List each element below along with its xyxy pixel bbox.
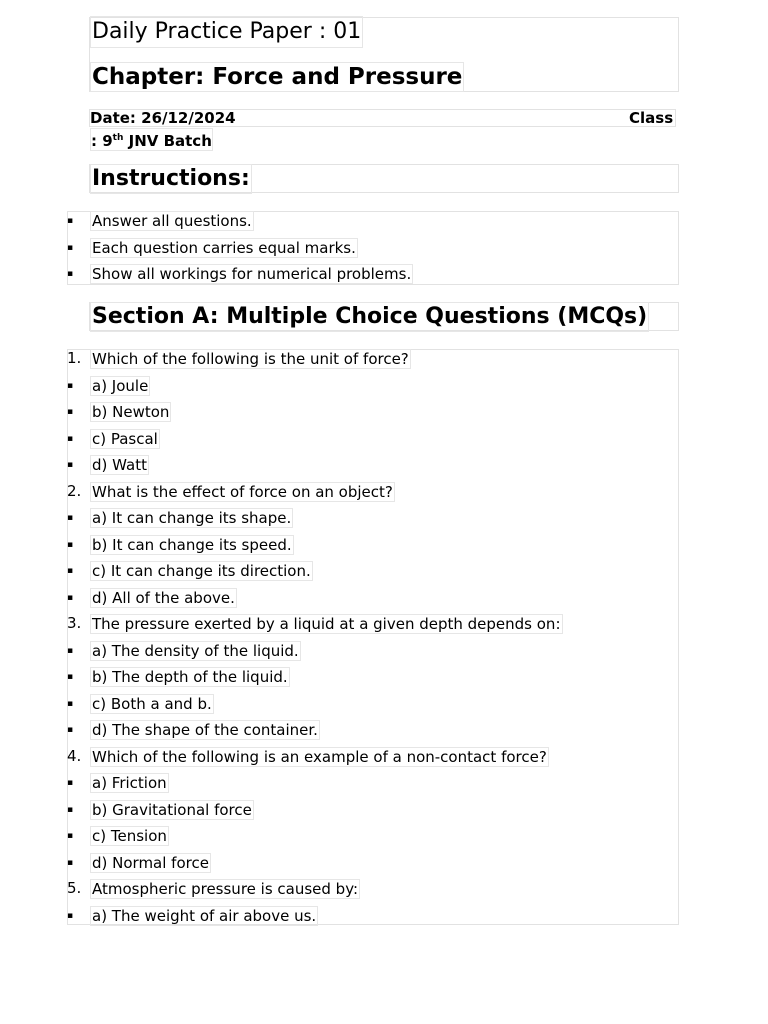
option-item-text: c) It can change its direction. bbox=[92, 562, 311, 580]
option-item-text: b) Newton bbox=[92, 403, 170, 421]
bullet-icon: ▪ bbox=[67, 269, 74, 280]
batch-label bbox=[90, 128, 213, 151]
instruction-item-text: Each question carries equal marks. bbox=[92, 238, 356, 257]
bullet-icon: ▪ bbox=[67, 380, 74, 391]
bullet-icon: ▪ bbox=[67, 725, 74, 735]
bullet-icon: ▪ bbox=[67, 778, 74, 788]
question-number: 2. bbox=[67, 481, 82, 500]
option-item-text: c) Both a and b. bbox=[92, 694, 212, 713]
question-item-text: The pressure exerted by a liquid at a given depth depends on: bbox=[92, 615, 561, 633]
bullet-icon: ▪ bbox=[67, 645, 74, 656]
option-item-text: b) It can change its speed. bbox=[92, 535, 292, 554]
option-item-text: d) All of the above. bbox=[92, 588, 235, 607]
batch-suffix-ordinal: th bbox=[112, 133, 124, 143]
bullet-icon: ▪ bbox=[67, 672, 74, 682]
option-item-text: d) Normal force bbox=[92, 853, 209, 872]
option-item-text: d) The shape of the container. bbox=[92, 721, 318, 739]
option-item-text: a) The weight of air above us. bbox=[92, 906, 317, 925]
bullet-icon: ▪ bbox=[67, 242, 74, 253]
bullet-icon: ▪ bbox=[67, 216, 74, 226]
option-item-text: a) Joule bbox=[92, 376, 149, 395]
paper-title: Daily Practice Paper : 01 bbox=[90, 16, 363, 48]
bullet-icon: ▪ bbox=[67, 513, 74, 523]
option-item-text: c) Pascal bbox=[92, 429, 158, 448]
bullet-icon: ▪ bbox=[67, 539, 74, 550]
batch-prefix: : 9 bbox=[91, 132, 113, 150]
option-item-text: d) Watt bbox=[92, 456, 147, 474]
question-number: 1. bbox=[67, 349, 82, 367]
instruction-item-text: Show all workings for numerical problems. bbox=[92, 265, 412, 284]
question-number: 4. bbox=[67, 746, 82, 765]
question-item-text: Which of the following is the unit of force? bbox=[92, 350, 409, 368]
option-item-text: c) Tension bbox=[92, 827, 167, 845]
batch-name: JNV Batch bbox=[123, 132, 212, 150]
question-item-text: Atmospheric pressure is caused by: bbox=[92, 880, 359, 898]
bullet-icon: ▪ bbox=[67, 407, 74, 417]
option-item-text: b) Gravitational force bbox=[92, 800, 252, 819]
bullet-icon: ▪ bbox=[67, 566, 74, 576]
question-number: 3. bbox=[67, 614, 82, 632]
bullet-icon: ▪ bbox=[67, 831, 74, 841]
option-item-text: a) Friction bbox=[92, 774, 167, 792]
question-item-text: What is the effect of force on an object? bbox=[92, 482, 393, 501]
instruction-item-text: Answer all questions. bbox=[92, 212, 252, 230]
bullet-icon: ▪ bbox=[67, 433, 74, 444]
class-label: Class bbox=[629, 109, 674, 127]
question-number: 5. bbox=[67, 879, 82, 897]
instructions-heading: Instructions: bbox=[90, 164, 252, 194]
bullet-icon: ▪ bbox=[67, 804, 74, 815]
date-label: Date: 26/12/2024 bbox=[90, 109, 236, 127]
bullet-icon: ▪ bbox=[67, 460, 74, 470]
question-item-text: Which of the following is an example of a non-contact force? bbox=[92, 747, 547, 766]
section-a-heading: Section A: Multiple Choice Questions (MCQs) bbox=[90, 302, 649, 332]
bullet-icon: ▪ bbox=[67, 910, 74, 921]
bullet-icon: ▪ bbox=[67, 857, 74, 868]
bullet-icon: ▪ bbox=[67, 592, 74, 603]
option-item-text: a) It can change its shape. bbox=[92, 509, 292, 527]
bullet-icon: ▪ bbox=[67, 698, 74, 709]
option-item-text: a) The density of the liquid. bbox=[92, 641, 299, 660]
option-item-text: b) The depth of the liquid. bbox=[92, 668, 288, 686]
chapter-title: Chapter: Force and Pressure bbox=[92, 64, 463, 90]
